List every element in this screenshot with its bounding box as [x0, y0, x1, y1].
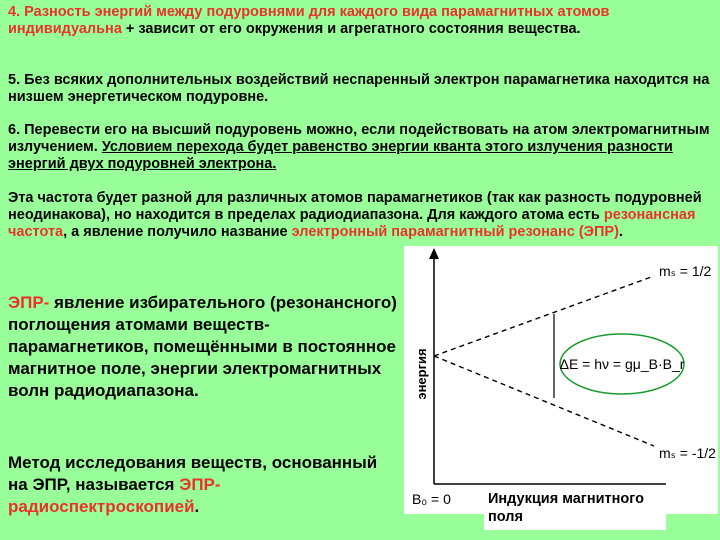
origin-label: B₀ = 0 — [412, 491, 451, 507]
paragraph-6-text: 6. Перевести его на высший подуровень можно, если подействовать на атом электромагнитным излучением. — [8, 122, 710, 155]
epr-definition-term: ЭПР- — [8, 293, 50, 312]
energy-level-diagram — [404, 246, 718, 514]
epr-definition — [8, 292, 400, 402]
paragraph-7 — [8, 190, 714, 241]
epr-term: электронный парамагнитный резонанс (ЭПР) — [291, 224, 619, 240]
paragraph-4 — [8, 4, 714, 38]
paragraph-7-text-2: , а явление получило название — [63, 224, 292, 240]
method-paragraph — [8, 452, 400, 518]
energy-diagram-svg — [404, 246, 718, 514]
resonant-frequency-term: резонансная частота — [8, 207, 696, 240]
method-term: ЭПР-радиоспектроскопией — [8, 475, 221, 516]
y-axis-label: энергия — [414, 348, 429, 400]
method-end: . — [194, 497, 200, 516]
method-text: Метод исследования веществ, основанный на ЭПР, называется — [8, 453, 378, 494]
epr-definition-text: явление избирательного (резонансного) поглощения атомами веществ-парамагнетиков, помещёнными в постоянное магнитное поле, энергии электромагнитных волн радиодиапазона. — [8, 293, 397, 400]
paragraph-7-text-1: Эта частота будет разной для различных атомов парамагнетиков (так как разность подуровней неодинакова), но находится в пределах радиодиапазона. Для каждого атома есть — [8, 190, 702, 223]
y-axis-arrow — [429, 248, 439, 259]
delta-e-formula: ΔE = hν = gμ_B·B_r — [559, 356, 685, 372]
lower-level-label: mₛ = -1/2 — [659, 445, 716, 461]
paragraph-4-highlight: 4. Разность энергий между подуровнями для каждого вида парамагнитных атомов индивидуальна — [8, 4, 610, 37]
paragraph-5: 5. Без всяких дополнительных воздействий неспаренный электрон парамагнетика находится на низшем энергетическом подуровне. — [8, 72, 710, 105]
x-axis-label: Индукция магнитного поля — [484, 490, 666, 530]
paragraph-4-text: + зависит от его окружения и агрегатного состояния вещества. — [121, 21, 581, 37]
upper-level-label: mₛ = 1/2 — [659, 263, 712, 279]
paragraph-7-text-3: . — [618, 224, 623, 240]
paragraph-6-underlined: Условием перехода будет равенство энергии кванта этого излучения разности энергий двух подуровней электрона. — [8, 139, 673, 172]
paragraph-6 — [8, 122, 714, 173]
